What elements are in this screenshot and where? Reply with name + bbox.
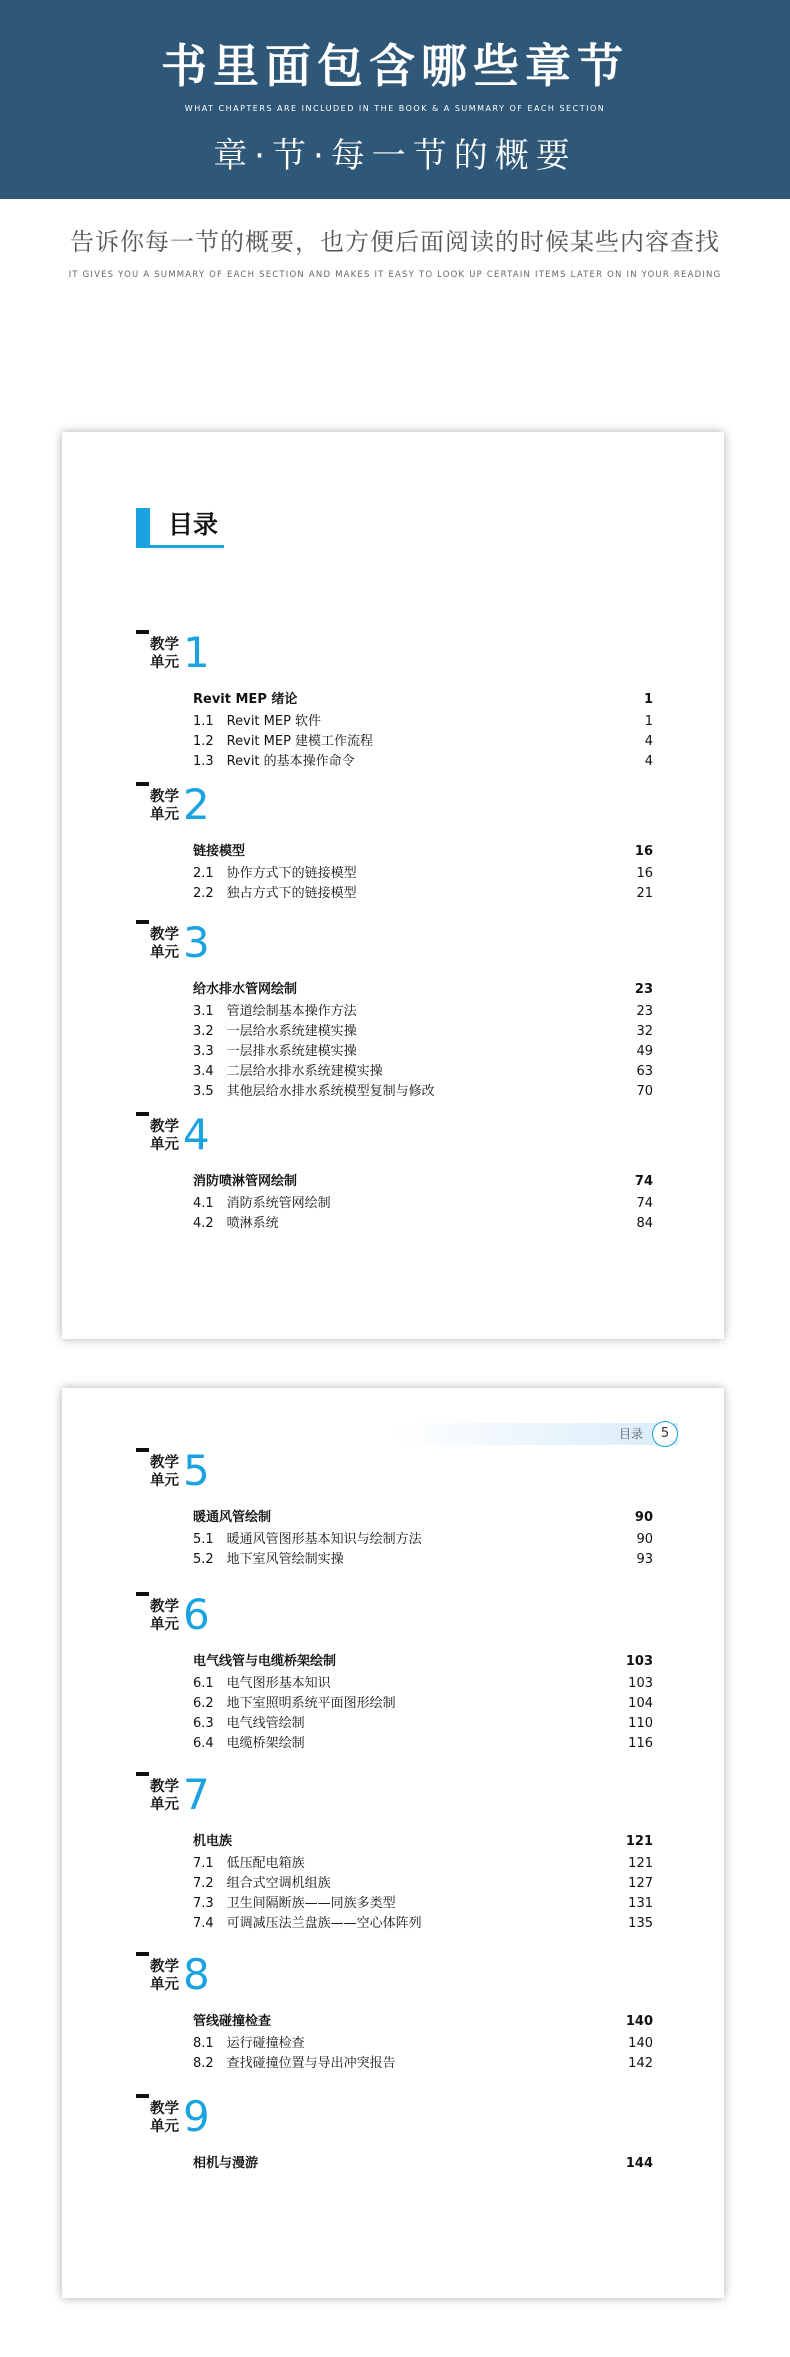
section-entry[interactable] — [193, 1002, 653, 1022]
section-page: 4 — [644, 734, 653, 749]
unit-marker — [136, 782, 149, 786]
chapter-entry[interactable] — [193, 1832, 653, 1854]
section-title: 6.3 电气线管绘制 — [193, 1716, 305, 1731]
chapter-title: 链接模型 — [193, 844, 246, 859]
section-entry[interactable] — [193, 1894, 653, 1914]
section-entry[interactable] — [193, 1530, 653, 1550]
section-title: 2.2 独占方式下的链接模型 — [193, 886, 357, 901]
section-page: 121 — [628, 1856, 653, 1871]
chapter-entry[interactable] — [193, 2012, 653, 2034]
page-header — [392, 1423, 678, 1445]
chapter-title: 机电族 — [193, 1834, 233, 1849]
unit-marker — [136, 1952, 149, 1956]
unit-entries — [193, 1652, 653, 1754]
section-page: 70 — [636, 1084, 653, 1099]
heading-accent-bar — [136, 508, 150, 548]
section-page: 127 — [628, 1876, 653, 1891]
section-entry[interactable] — [193, 732, 653, 752]
toc-page-1 — [62, 432, 724, 1339]
section-page: 49 — [636, 1044, 653, 1059]
section-entry[interactable] — [193, 1734, 653, 1754]
unit-entries — [193, 2012, 653, 2074]
section-entry[interactable] — [193, 1914, 653, 1934]
chapter-entry[interactable] — [193, 1172, 653, 1194]
section-title: 3.1 管道绘制基本操作方法 — [193, 1004, 357, 1019]
chapter-title: Revit MEP 绪论 — [193, 692, 298, 707]
section-title: 3.4 二层给水排水系统建模实操 — [193, 1064, 383, 1079]
section-page: 104 — [628, 1696, 653, 1711]
unit-marker — [136, 630, 149, 634]
unit-marker — [136, 920, 149, 924]
chapter-title: 暖通风管绘制 — [193, 1510, 272, 1525]
unit-marker — [136, 1448, 149, 1452]
section-entry[interactable] — [193, 1194, 653, 1214]
chapter-entry[interactable] — [193, 2154, 653, 2176]
banner-subtitle-en: WHAT CHAPTERS ARE INCLUDED IN THE BOOK & A SUMMARY OF EACH SECTION — [184, 104, 606, 113]
section-entry[interactable] — [193, 1854, 653, 1874]
section-entry[interactable] — [193, 2054, 653, 2074]
section-title: 7.3 卫生间隔断族——同族多类型 — [193, 1896, 396, 1911]
section-page: 131 — [628, 1896, 653, 1911]
intro-text-en: IT GIVES YOU A SUMMARY OF EACH SECTION AND MAKES IT EASY TO LOOK UP CERTAIN ITEMS LATER ON IN YOUR READING — [68, 270, 722, 280]
section-page: 93 — [636, 1552, 653, 1567]
section-title: 1.1 Revit MEP 软件 — [193, 714, 322, 729]
unit-number: 2 — [183, 780, 210, 829]
unit-label: 教学 单元 — [150, 1119, 179, 1153]
unit-entries — [193, 1832, 653, 1934]
chapter-page: 90 — [634, 1510, 653, 1525]
chapter-entry[interactable] — [193, 842, 653, 864]
chapter-page: 144 — [625, 2156, 653, 2171]
section-title: 4.1 消防系统管网绘制 — [193, 1196, 331, 1211]
section-entry[interactable] — [193, 1062, 653, 1082]
unit-label: 教学 单元 — [150, 1779, 179, 1813]
unit-number: 3 — [183, 918, 210, 967]
section-title: 3.3 一层排水系统建模实操 — [193, 1044, 357, 1059]
chapter-entry[interactable] — [193, 980, 653, 1002]
unit-number: 1 — [183, 628, 210, 677]
unit-number: 6 — [183, 1590, 210, 1639]
section-entry[interactable] — [193, 1874, 653, 1894]
header-banner — [0, 0, 790, 199]
chapter-title: 管线碰撞检查 — [193, 2014, 272, 2029]
section-entry[interactable] — [193, 2034, 653, 2054]
section-entry[interactable] — [193, 1082, 653, 1102]
unit-marker — [136, 2094, 149, 2098]
section-title: 2.1 协作方式下的链接模型 — [193, 866, 357, 881]
section-title: 8.1 运行碰撞检查 — [193, 2036, 305, 2051]
section-title: 4.2 喷淋系统 — [193, 1216, 279, 1231]
section-title: 7.4 可调减压法兰盘族——空心体阵列 — [193, 1916, 422, 1931]
section-title: 3.2 一层给水系统建模实操 — [193, 1024, 357, 1039]
banner-subtitle: 章·节·每一节的概要 — [213, 136, 577, 176]
unit-entries — [193, 1508, 653, 1570]
section-title: 7.2 组合式空调机组族 — [193, 1876, 331, 1891]
chapter-page: 103 — [625, 1654, 653, 1669]
section-entry[interactable] — [193, 1214, 653, 1234]
section-entry[interactable] — [193, 1022, 653, 1042]
section-entry[interactable] — [193, 884, 653, 904]
chapter-entry[interactable] — [193, 1508, 653, 1530]
chapter-title: 相机与漫游 — [193, 2156, 259, 2171]
section-page: 21 — [636, 886, 653, 901]
section-page: 110 — [628, 1716, 653, 1731]
chapter-page: 140 — [625, 2014, 653, 2029]
section-title: 8.2 查找碰撞位置与导出冲突报告 — [193, 2056, 396, 2071]
section-page: 140 — [628, 2036, 653, 2051]
chapter-page: 121 — [625, 1834, 653, 1849]
intro-text: 告诉你每一节的概要，也方便后面阅读的时候某些内容查找 — [70, 228, 720, 256]
unit-number: 9 — [183, 2092, 210, 2141]
section-entry[interactable] — [193, 1550, 653, 1570]
section-page: 116 — [628, 1736, 653, 1751]
section-page: 32 — [636, 1024, 653, 1039]
section-title: 6.4 电缆桥架绘制 — [193, 1736, 305, 1751]
chapter-page: 23 — [634, 982, 653, 997]
unit-number: 7 — [183, 1770, 210, 1819]
section-page: 103 — [628, 1676, 653, 1691]
unit-label: 教学 单元 — [150, 1455, 179, 1489]
unit-marker — [136, 1112, 149, 1116]
unit-label: 教学 单元 — [150, 789, 179, 823]
section-page: 135 — [628, 1916, 653, 1931]
unit-label: 教学 单元 — [150, 927, 179, 961]
unit-number: 5 — [183, 1446, 210, 1495]
section-title: 3.5 其他层给水排水系统模型复制与修改 — [193, 1084, 435, 1099]
heading-underline — [136, 545, 224, 548]
section-page: 74 — [636, 1196, 653, 1211]
section-title: 1.3 Revit 的基本操作命令 — [193, 754, 355, 769]
toc-heading-text: 目录 — [168, 510, 219, 539]
chapter-page: 1 — [643, 692, 653, 707]
section-entry[interactable] — [193, 712, 653, 732]
section-page: 23 — [636, 1004, 653, 1019]
chapter-entry[interactable] — [193, 690, 653, 712]
unit-entries — [193, 2154, 653, 2176]
toc-heading — [136, 508, 224, 548]
section-title: 5.2 地下室风管绘制实操 — [193, 1552, 344, 1567]
unit-number: 8 — [183, 1950, 210, 1999]
chapter-page: 74 — [634, 1174, 653, 1189]
unit-label: 教学 单元 — [150, 1599, 179, 1633]
unit-label: 教学 单元 — [150, 1959, 179, 1993]
section-entry[interactable] — [193, 864, 653, 884]
section-page: 142 — [628, 2056, 653, 2071]
banner-title: 书里面包含哪些章节 — [161, 39, 629, 93]
section-entry[interactable] — [193, 1694, 653, 1714]
unit-entries — [193, 690, 653, 772]
unit-entries — [193, 1172, 653, 1234]
section-entry[interactable] — [193, 752, 653, 772]
section-title: 7.1 低压配电箱族 — [193, 1856, 305, 1871]
section-title: 6.2 地下室照明系统平面图形绘制 — [193, 1696, 396, 1711]
section-title: 1.2 Revit MEP 建模工作流程 — [193, 734, 374, 749]
section-page: 1 — [644, 714, 653, 729]
section-page: 4 — [644, 754, 653, 769]
section-title: 6.1 电气图形基本知识 — [193, 1676, 331, 1691]
chapter-title: 消防喷淋管网绘制 — [193, 1174, 298, 1189]
section-page: 90 — [636, 1532, 653, 1547]
chapter-title: 电气线管与电缆桥架绘制 — [193, 1654, 337, 1669]
unit-number: 4 — [183, 1110, 210, 1159]
section-entry[interactable] — [193, 1714, 653, 1734]
section-title: 5.1 暖通风管图形基本知识与绘制方法 — [193, 1532, 422, 1547]
chapter-title: 给水排水管网绘制 — [193, 982, 298, 997]
page-number-badge: 5 — [652, 1421, 678, 1447]
section-page: 16 — [636, 866, 653, 881]
unit-marker — [136, 1772, 149, 1776]
page-header-label: 目录 — [618, 1427, 643, 1441]
unit-label: 教学 单元 — [150, 637, 179, 671]
section-entry[interactable] — [193, 1674, 653, 1694]
chapter-page: 16 — [634, 844, 653, 859]
unit-label: 教学 单元 — [150, 2101, 179, 2135]
section-page: 84 — [636, 1216, 653, 1231]
unit-entries — [193, 842, 653, 904]
section-page: 63 — [636, 1064, 653, 1079]
chapter-entry[interactable] — [193, 1652, 653, 1674]
unit-entries — [193, 980, 653, 1102]
toc-page-2 — [62, 1388, 724, 2298]
section-entry[interactable] — [193, 1042, 653, 1062]
unit-marker — [136, 1592, 149, 1596]
